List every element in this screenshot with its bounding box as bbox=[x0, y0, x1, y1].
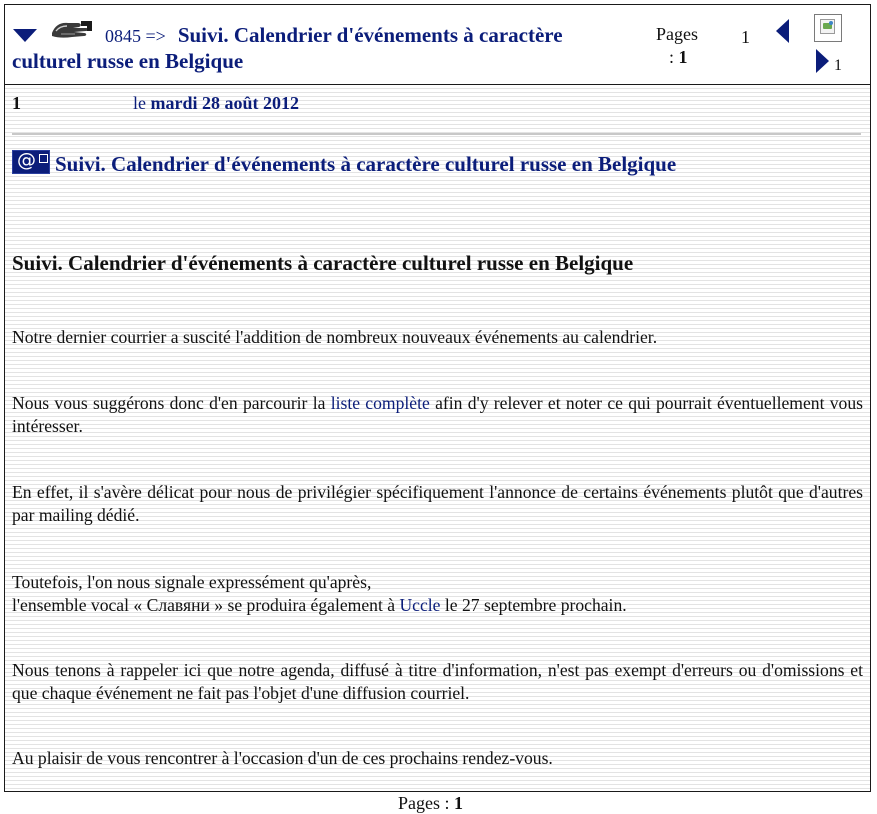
current-page-link[interactable]: 1 bbox=[741, 27, 750, 47]
pages-label: Pages bbox=[656, 24, 698, 44]
paragraph-2 bbox=[12, 392, 863, 438]
footer-pages-label: Pages : bbox=[398, 793, 450, 813]
paragraph-4-line-1: Toutefois, l'on nous signale expressément qu'après, bbox=[12, 572, 372, 592]
item-number: 0845 => bbox=[105, 26, 166, 46]
pages-value: 1 bbox=[678, 47, 688, 67]
full-list-link[interactable]: liste complète bbox=[330, 393, 430, 413]
next-page-link[interactable]: 1 bbox=[834, 57, 842, 74]
paragraph-2-end: afin d'y relever et noter ce qui pourrait éventuellement vous intéresser. bbox=[12, 393, 863, 436]
section-title-link[interactable]: Suivi. Calendrier d'événements à caractère culturel russe en Belgique bbox=[55, 152, 677, 176]
at-symbol: @ bbox=[17, 149, 36, 171]
entry-index: 1 bbox=[12, 93, 21, 113]
entry-date-row bbox=[12, 93, 299, 114]
paragraph-4 bbox=[12, 571, 863, 617]
footer-pages-value: 1 bbox=[454, 793, 463, 813]
image-placeholder bbox=[820, 19, 835, 34]
page-header bbox=[5, 5, 870, 85]
paragraph-4-line-2: l'ensemble vocal « Славяни » se produira également à bbox=[12, 595, 396, 615]
date-value: mardi 28 août 2012 bbox=[150, 93, 299, 113]
paragraph-2-start: Nous vous suggérons donc d'en parcourir la bbox=[12, 393, 326, 413]
hand-icon bbox=[51, 19, 93, 41]
pages-colon: : bbox=[669, 47, 675, 67]
triangle-down-icon[interactable] bbox=[13, 29, 37, 42]
paragraph-4-end: le 27 septembre prochain. bbox=[444, 595, 627, 615]
email-at-icon[interactable] bbox=[12, 150, 50, 174]
paragraph-5: Nous tenons à rappeler ici que notre agenda, diffusé à titre d'information, n'est pas exempt d'erreurs ou d'omissions et que chaque événement ne fait pas l'objet d'une diffusion courriel. bbox=[12, 660, 863, 703]
title-second-line[interactable]: culturel russe en Belgique bbox=[12, 49, 244, 73]
footer-pages bbox=[398, 793, 463, 814]
broken-image-icon[interactable] bbox=[814, 14, 842, 42]
paragraph-6: Au plaisir de vous rencontrer à l'occasion d'un de ces prochains rendez-vous. bbox=[12, 748, 553, 768]
entry-date bbox=[133, 93, 299, 114]
article-heading: Suivi. Calendrier d'événements à caractère culturel russe en Belgique bbox=[12, 251, 634, 275]
uccle-link[interactable]: Uccle bbox=[399, 595, 441, 615]
date-prefix: le bbox=[133, 93, 146, 113]
triangle-left-icon[interactable] bbox=[776, 19, 789, 43]
paragraph-3: En effet, il s'avère délicat pour nous de privilégier spécifiquement l'annonce de certains événements plutôt que d'autres par mailing dédié. bbox=[12, 482, 863, 525]
divider bbox=[12, 133, 861, 135]
header-title[interactable] bbox=[105, 23, 563, 48]
square-outline bbox=[39, 154, 48, 163]
paragraph-1: Notre dernier courrier a suscité l'addition de nombreux nouveaux événements au calendrier. bbox=[12, 327, 658, 347]
title-first-line: Suivi. Calendrier d'événements à caractère bbox=[177, 23, 563, 47]
pages-count bbox=[669, 47, 688, 68]
triangle-right-icon[interactable] bbox=[816, 49, 829, 73]
page-frame bbox=[4, 4, 871, 792]
